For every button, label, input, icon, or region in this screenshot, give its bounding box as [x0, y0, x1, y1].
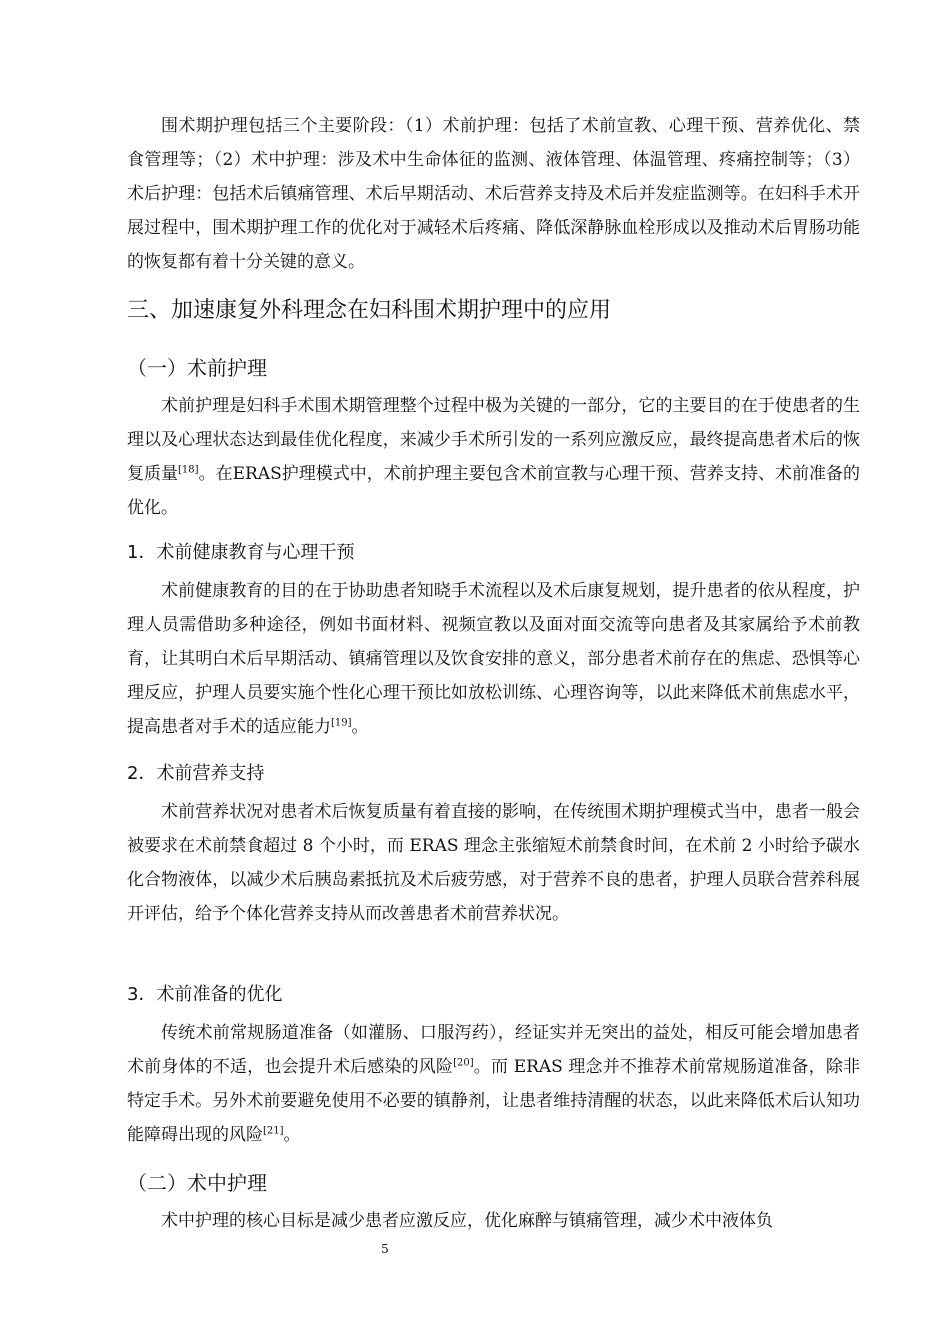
paragraph-text: 术前护理是妇科手术围术期管理整个过程中极为关键的一部分，它的主要目的在于使患者的生理以及心理状态达到最佳优化程度，来减少手术所引发的一系列应激反应，最终提高患者术后的恢复质量	[127, 396, 860, 484]
subsection-heading-preoperative: （一）术前护理	[127, 356, 267, 380]
paragraph-text: 传统术前常规肠道准备（如灌肠、口服泻药），经证实并无突出的益处，相反可能会增加患者术前身体的不适，也会提升术后感染的风险	[127, 1023, 860, 1077]
citation-ref[interactable]: [21]	[263, 1125, 284, 1137]
item-heading-preparation-optimization: 3．术前准备的优化	[127, 984, 283, 1005]
paragraph-preoperative-intro	[127, 389, 860, 525]
paragraph-text: 术前健康教育的目的在于协助患者知晓手术流程以及术后康复规划，提升患者的依从程度，护理人员需借助多种途径，例如书面材料、视频宣教以及面对面交流等向患者及其家属给予术前教育，让其明白术后早期活动、镇痛管理以及饮食安排的意义，部分患者术前存在的焦虑、恐惧等心理反应，护理人员要实施个性化心理干预比如放松训练、心理咨询等，以此来降低术前焦虑水平，提高患者对手术的适应能力	[127, 581, 860, 737]
paragraph-health-education	[127, 574, 860, 744]
paragraph-text: 术中护理的核心目标是减少患者应激反应，优化麻醉与镇痛管理，减少术中液体负	[161, 1211, 773, 1231]
paragraph-text: 术前营养状况对患者术后恢复质量有着直接的影响，在传统围术期护理模式当中，患者一般会被要求在术前禁食超过 8 个小时，而 ERAS 理念主张缩短术前禁食时间，在术前 2 小时给予碳水化合物液体，以减少术后胰岛素抵抗及术后疲劳感，对于营养不良的患者，护理人员联合营养科展开评估，给予个体化营养支持从而改善患者术前营养状况。	[127, 802, 860, 924]
citation-ref[interactable]: [20]	[453, 1057, 474, 1069]
paragraph-text: 。而 ERAS 理念并不推荐术前常规肠道准备，除非特定手术。另外术前要避免使用不必要的镇静剂，让患者维持清醒的状态，以此来降低术后认知功能障碍出现的风险	[127, 1057, 861, 1145]
item-heading-health-education: 1．术前健康教育与心理干预	[127, 542, 355, 563]
paragraph-text: 。	[351, 717, 369, 737]
paragraph-intraoperative-intro	[127, 1204, 860, 1238]
paragraph-text: 。在ERAS护理模式中，术前护理主要包含术前宣教与心理干预、营养支持、术前准备的优化。	[127, 464, 860, 518]
page-number: 5	[381, 1242, 389, 1256]
item-heading-nutrition-support: 2．术前营养支持	[127, 763, 265, 784]
paragraph-preparation-optimization	[127, 1016, 860, 1152]
citation-ref[interactable]: [18]	[178, 464, 199, 476]
subsection-heading-intraoperative: （二）术中护理	[127, 1171, 267, 1195]
paragraph-text: 围术期护理包括三个主要阶段：（1）术前护理：包括了术前宣教、心理干预、营养优化、禁食管理等；（2）术中护理：涉及术中生命体征的监测、液体管理、体温管理、疼痛控制等；（3）术后护理：包括术后镇痛管理、术后早期活动、术后营养支持及术后并发症监测等。在妇科手术开展过程中，围术期护理工作的优化对于减轻术后疼痛、降低深静脉血栓形成以及推动术后胃肠功能的恢复都有着十分关键的意义。	[127, 116, 860, 272]
paragraph-nutrition-support	[127, 795, 860, 931]
citation-ref[interactable]: [19]	[331, 717, 352, 729]
paragraph-perioperative-stages	[127, 109, 860, 279]
paragraph-text: 。	[283, 1125, 301, 1145]
section-heading-eras-application: 三、加速康复外科理念在妇科围术期护理中的应用	[127, 298, 612, 323]
